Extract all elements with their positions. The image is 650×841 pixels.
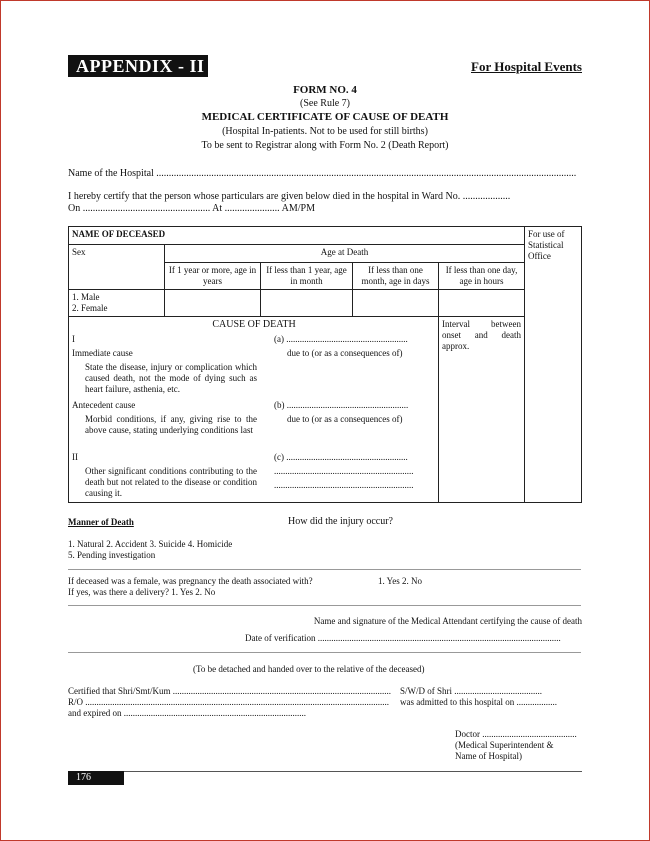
antecedent-cause-desc: Morbid conditions, if any, giving rise to the above cause, stating underlying conditions last (85, 414, 257, 435)
detach-note: (To be detached and handed over to the relative of the deceased) (193, 664, 425, 674)
divider-3 (68, 652, 581, 653)
doctor-signature-field[interactable]: Doctor .......................................... (455, 729, 577, 739)
hospital-name-field[interactable]: Name of the Hospital ........................................................................................................................................................................ (68, 168, 577, 179)
cause-of-death-cell (69, 317, 439, 503)
statistical-office-cell (525, 227, 582, 503)
cause-c-field-2[interactable]: .............................................................. (274, 466, 414, 476)
age-col-hours: If less than one day, age in hours (439, 263, 525, 290)
delivery-question[interactable]: If yes, was there a delivery? 1. Yes 2. No (68, 587, 216, 597)
age-col-years: If 1 year or more, age in years (165, 263, 261, 290)
sex-option-male[interactable]: 1. Male (72, 292, 100, 302)
cause-a-field[interactable]: (a) ...................................................... (274, 334, 408, 344)
superintendent-label: (Medical Superintendent & (455, 740, 554, 750)
pregnancy-answer[interactable]: 1. Yes 2. No (378, 576, 423, 586)
name-of-deceased-cell[interactable] (69, 227, 525, 245)
age-years-field[interactable] (165, 290, 261, 317)
manner-options-1[interactable]: 1. Natural 2. Accident 3. Suicide 4. Homicide (68, 539, 233, 549)
residence-field[interactable]: R/O ....................................................................................................................................... (68, 697, 390, 707)
certify-date-field[interactable]: On ................................................... At ...................... AM/PM (68, 203, 315, 214)
divider-1 (68, 569, 581, 570)
age-at-death-label: Age at Death (320, 247, 369, 257)
due-to-1: due to (or as a consequences of) (287, 348, 403, 358)
certify-ward-field[interactable]: I hereby certify that the person whose particulars are given below died in the hospital in Ward No. ................... (68, 191, 511, 202)
page-number: 176 (68, 771, 124, 785)
verification-date-field[interactable]: Date of verification ............................................................................................................ (245, 633, 561, 643)
immediate-cause-label: Immediate cause (72, 348, 133, 358)
due-to-2: due to (or as a consequences of) (287, 414, 403, 424)
manner-of-death-title: Manner of Death (68, 517, 134, 527)
for-hospital-events: For Hospital Events (471, 59, 582, 74)
cause-c-field-3[interactable]: .............................................................. (274, 480, 414, 490)
pregnancy-question: If deceased was a female, was pregnancy the death associated with? (68, 576, 313, 586)
form-instruction: To be sent to Registrar along with Form No. 2 (Death Report) (201, 140, 449, 151)
cause-of-death-title: CAUSE OF DEATH (212, 319, 296, 330)
interval-cell[interactable] (439, 317, 525, 503)
roman-one: I (72, 334, 75, 344)
age-hours-field[interactable] (439, 290, 525, 317)
age-days-field[interactable] (353, 290, 439, 317)
sex-options-cell[interactable] (69, 290, 165, 317)
expiry-date-field[interactable]: and expired on ................................................................................. (68, 708, 306, 718)
sex-label: Sex (72, 247, 86, 257)
age-col-months: If less than 1 year, age in month (261, 263, 353, 290)
immediate-cause-desc: State the disease, injury or complication which caused death, not the mode of dying such as heart failure, asthenia, etc. (85, 362, 257, 394)
hospital-name-label: Name of Hospital) (455, 751, 522, 761)
name-of-deceased-label: NAME OF DECEASED (72, 229, 166, 239)
injury-question: How did the injury occur? (288, 516, 393, 527)
appendix-label: APPENDIX - II (68, 55, 208, 77)
deceased-details-table (68, 226, 582, 503)
footer-rule (124, 771, 582, 772)
certified-name-field[interactable]: Certified that Shri/Smt/Kum ................................................................................................. (68, 686, 391, 696)
statistical-office-label: For use of Statistical Office (528, 229, 565, 261)
sex-option-female[interactable]: 2. Female (72, 303, 108, 313)
interval-label: Interval between onset and death approx. (442, 319, 522, 351)
age-at-death-header (165, 245, 525, 263)
form-subtitle: (Hospital In-patients. Not to be used for still births) (222, 126, 428, 137)
roman-two: II (72, 452, 78, 462)
attendant-signature-label: Name and signature of the Medical Attendant certifying the cause of death (313, 616, 582, 626)
form-number: FORM NO. 4 (293, 84, 357, 96)
cause-b-field[interactable]: (b) ...................................................... (274, 400, 409, 410)
admission-date-field[interactable]: was admitted to this hospital on .................. (400, 697, 557, 707)
cause-c-field[interactable]: (c) ...................................................... (274, 452, 408, 462)
age-col-days: If less than one month, age in days (353, 263, 439, 290)
parent-name-field[interactable]: S/W/D of Shri ....................................... (400, 686, 543, 696)
antecedent-cause-label: Antecedent cause (72, 400, 136, 410)
manner-options-2[interactable]: 5. Pending investigation (68, 550, 156, 560)
form-title: MEDICAL CERTIFICATE OF CAUSE OF DEATH (201, 111, 449, 123)
divider-2 (68, 605, 581, 606)
age-months-field[interactable] (261, 290, 353, 317)
rule-ref: (See Rule 7) (300, 98, 350, 109)
other-conditions-desc: Other significant conditions contributing to the death but not related to the disease or condition causing it. (85, 466, 257, 498)
sex-header-cell (69, 245, 165, 290)
